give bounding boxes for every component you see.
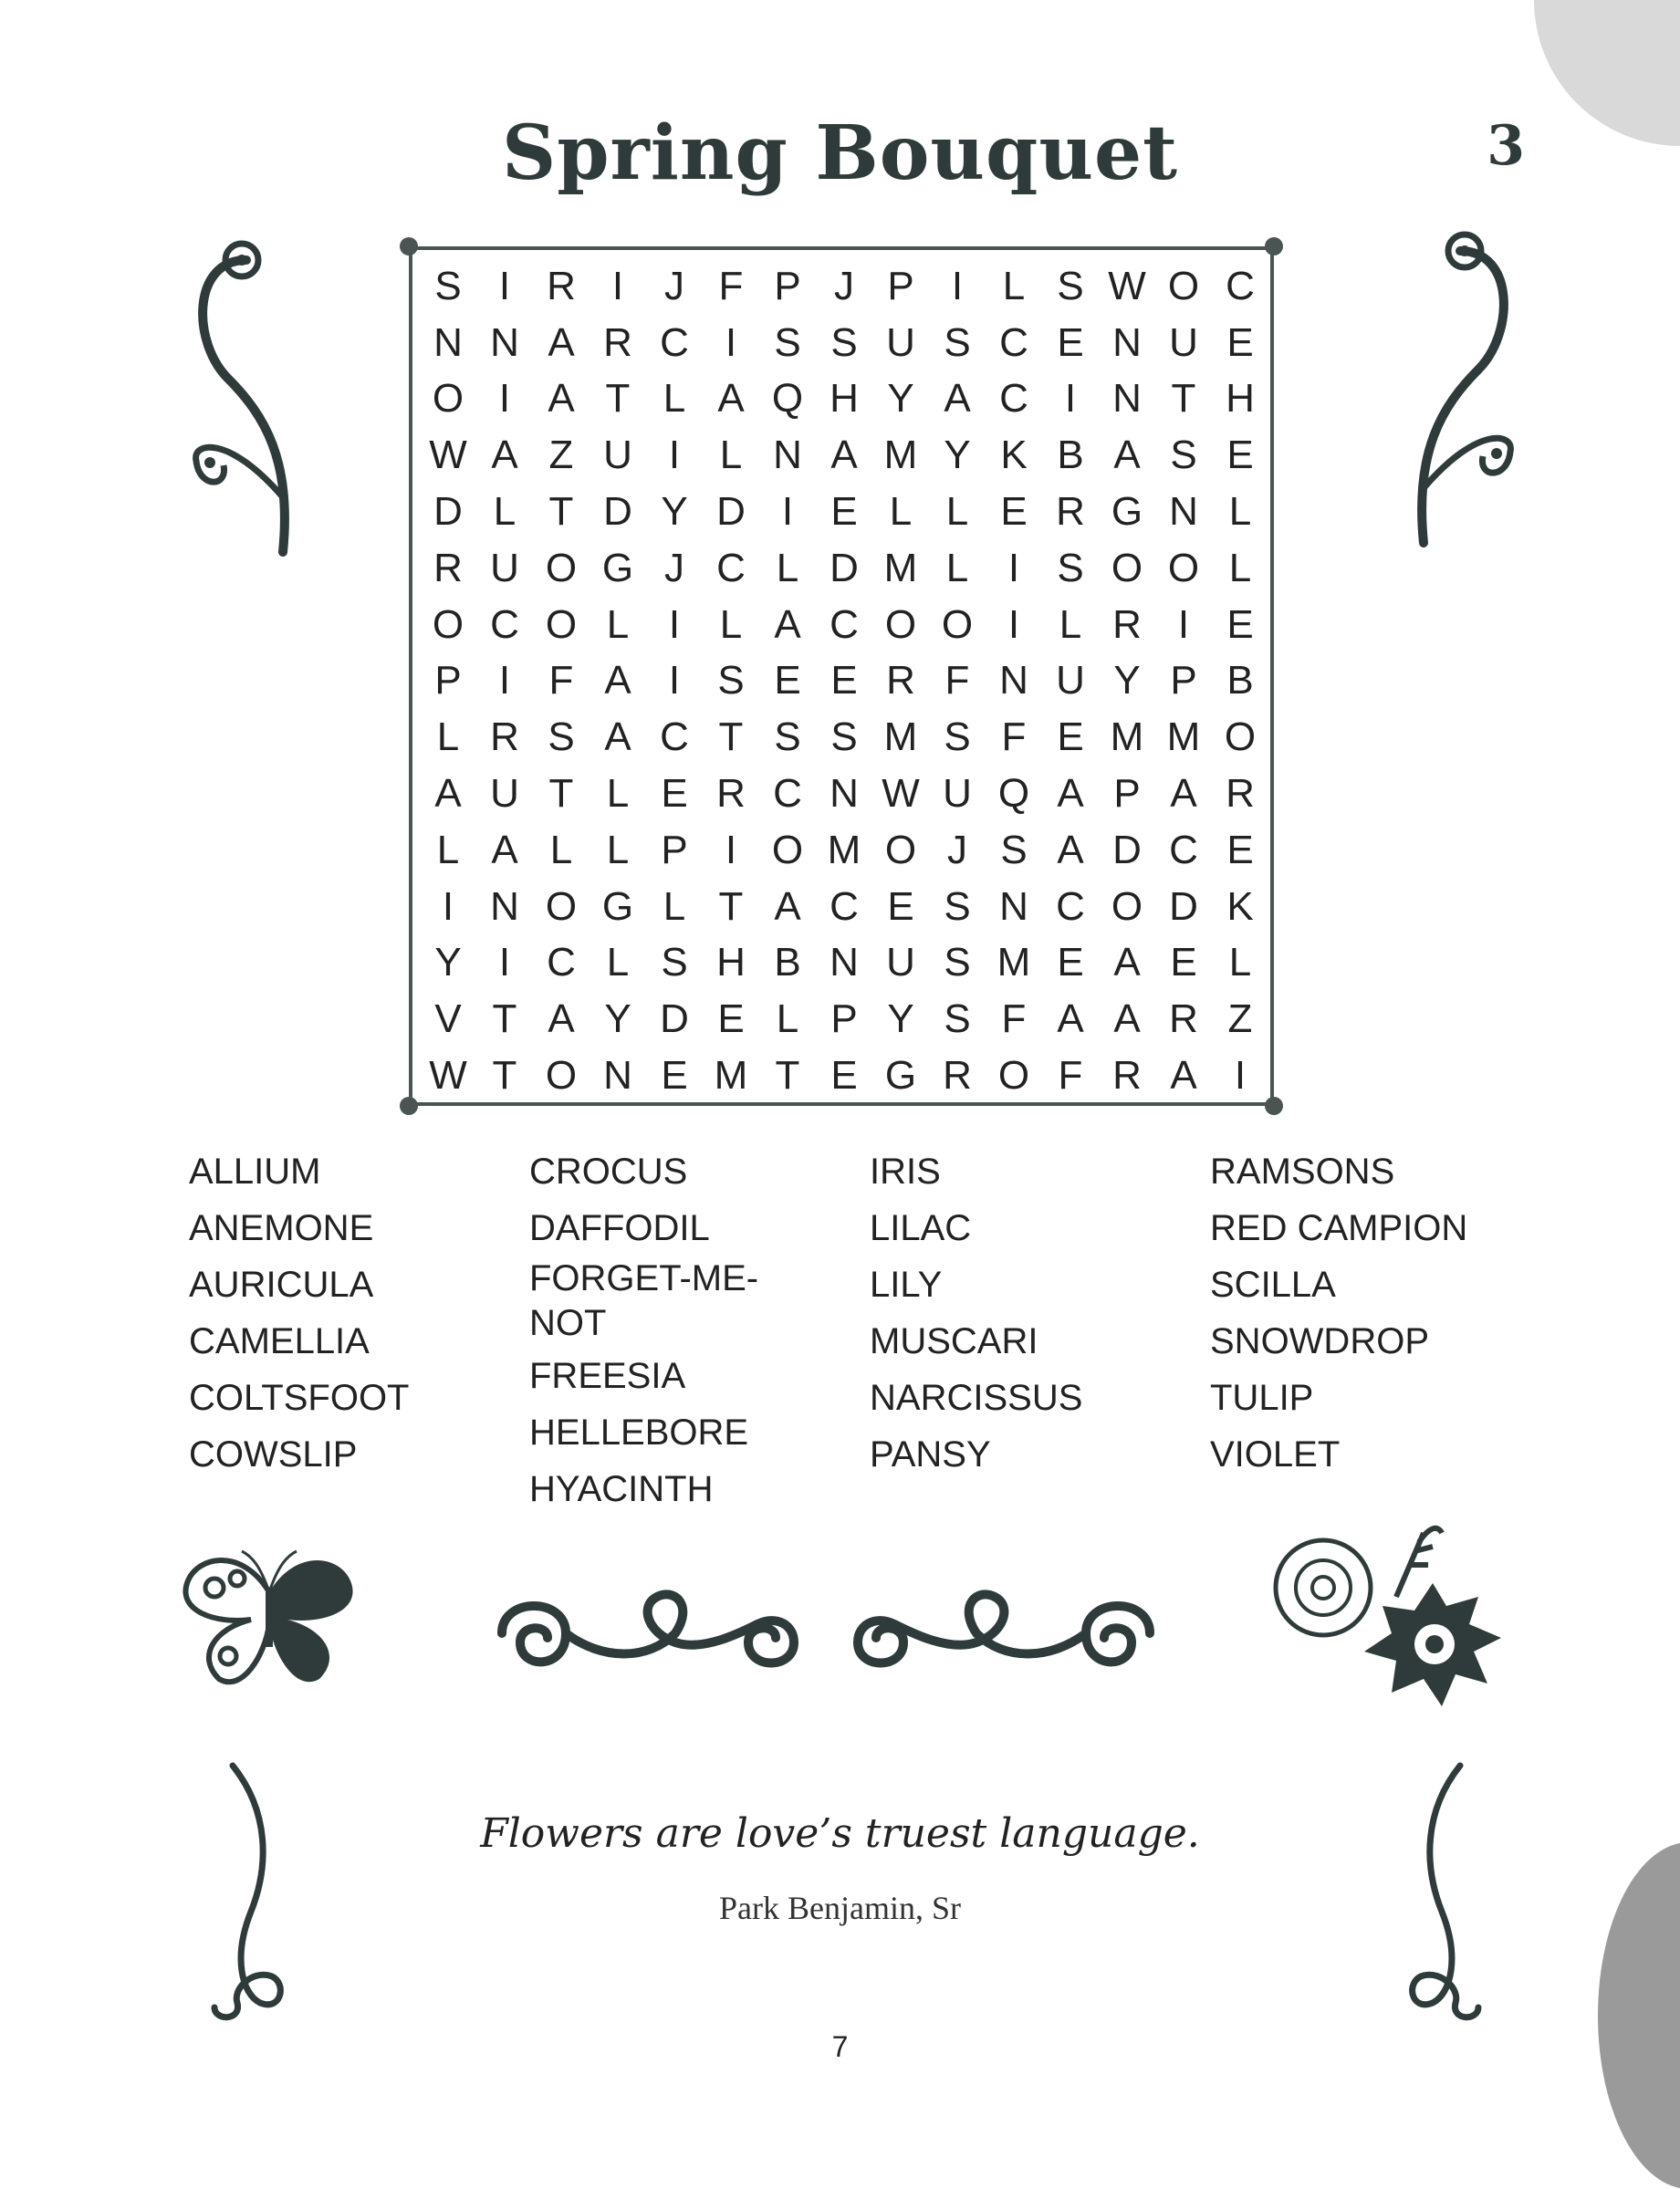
grid-letter: C <box>773 771 802 817</box>
grid-letter: W <box>882 771 920 817</box>
grid-letter: P <box>1113 771 1141 817</box>
grid-letter: Y <box>887 996 914 1042</box>
word-search-grid <box>420 258 1268 1098</box>
grid-letter: O <box>1111 545 1143 590</box>
grid-letter: S <box>434 263 462 308</box>
grid-letter: M <box>883 545 918 590</box>
grid-letter: T <box>605 376 631 422</box>
grid-letter: G <box>601 545 634 590</box>
grid-letter: R <box>490 714 519 760</box>
word-list-item: ANEMONE <box>189 1208 374 1248</box>
word-list-item: DAFFODIL <box>529 1208 710 1248</box>
grid-letter: R <box>1169 996 1198 1042</box>
grid-letter: M <box>1110 714 1144 760</box>
frame-corner-dot <box>1265 237 1283 255</box>
grid-letter: B <box>1057 433 1084 478</box>
grid-letter: J <box>834 263 854 308</box>
grid-letter: M <box>997 940 1031 985</box>
grid-letter: R <box>603 319 632 365</box>
grid-letter: A <box>944 376 971 422</box>
word-list-column <box>189 1143 529 1517</box>
grid-letter: O <box>545 883 578 929</box>
grid-letter: C <box>490 601 519 647</box>
grid-letter: C <box>1056 883 1085 929</box>
grid-letter: C <box>1169 827 1198 872</box>
grid-letter: L <box>606 940 630 985</box>
grid-letter: D <box>603 489 632 535</box>
grid-letter: I <box>725 319 737 365</box>
grid-letter: N <box>1169 489 1198 535</box>
grid-letter: A <box>1113 433 1141 478</box>
grid-letter: L <box>606 827 630 872</box>
grid-letter: J <box>664 263 684 308</box>
grid-letter: E <box>1170 940 1197 985</box>
grid-letter: C <box>830 601 859 647</box>
grid-letter: T <box>775 1053 800 1099</box>
grid-letter: I <box>725 827 737 872</box>
scroll-ornament <box>465 1569 1186 1688</box>
grid-letter: I <box>1007 601 1020 647</box>
grid-letter: A <box>1113 940 1141 985</box>
grid-letter: F <box>718 263 744 308</box>
grid-letter: M <box>1166 714 1201 760</box>
grid-letter: O <box>884 827 917 872</box>
grid-letter: I <box>498 658 511 704</box>
word-list-item: FREESIA <box>529 1356 686 1396</box>
grid-letter: W <box>429 1053 467 1099</box>
grid-letter: I <box>951 263 964 308</box>
grid-letter: L <box>1228 489 1252 535</box>
grid-letter: E <box>830 489 858 535</box>
grid-letter: R <box>433 545 463 590</box>
grid-letter: Y <box>1113 658 1141 704</box>
word-list-column <box>529 1143 870 1517</box>
grid-letter: Y <box>434 940 462 985</box>
flowers-icon <box>1268 1496 1515 1715</box>
grid-letter: L <box>606 601 630 647</box>
grid-letter: U <box>490 771 519 817</box>
grid-letter: A <box>604 714 631 760</box>
grid-letter: A <box>548 376 575 422</box>
grid-letter: N <box>999 658 1028 704</box>
grid-letter: I <box>781 489 794 535</box>
grid-letter: N <box>1112 319 1142 365</box>
grid-letter: C <box>716 545 746 590</box>
grid-letter: E <box>830 1053 858 1099</box>
grid-letter: S <box>944 319 971 365</box>
grid-letter: S <box>774 319 801 365</box>
frame-corner-dot <box>400 237 418 255</box>
grid-letter: P <box>661 827 688 872</box>
grid-letter: S <box>830 714 858 760</box>
word-list-item: COLTSFOOT <box>189 1378 410 1418</box>
grid-letter: C <box>1226 263 1255 308</box>
grid-letter: E <box>830 658 858 704</box>
grid-letter: C <box>830 883 859 929</box>
grid-letter: L <box>549 827 573 872</box>
page-title: Spring Bouquet <box>501 109 1179 197</box>
grid-letter: O <box>545 1053 578 1099</box>
grid-letter: I <box>498 940 511 985</box>
grid-letter: S <box>717 658 745 704</box>
grid-letter: E <box>1000 489 1028 535</box>
grid-letter: M <box>883 714 918 760</box>
grid-letter: S <box>1057 263 1084 308</box>
grid-letter: T <box>548 771 574 817</box>
grid-letter: F <box>1058 1053 1083 1099</box>
grid-letter: L <box>436 714 460 760</box>
grid-letter: L <box>945 489 969 535</box>
grid-letter: O <box>1111 883 1143 929</box>
grid-letter: R <box>1112 1053 1142 1099</box>
grid-letter: A <box>1113 996 1141 1042</box>
grid-letter: H <box>830 376 859 422</box>
grid-letter: N <box>1112 376 1142 422</box>
grid-letter: T <box>492 996 517 1042</box>
word-list-item: PANSY <box>870 1434 991 1475</box>
grid-letter: A <box>548 319 575 365</box>
grid-letter: C <box>660 319 689 365</box>
swirl-ornament-top-left <box>173 224 310 570</box>
quote: Flowers are love’s truest language. <box>480 1810 1200 1857</box>
grid-letter: C <box>999 319 1028 365</box>
grid-letter: N <box>830 940 859 985</box>
grid-letter: B <box>1226 658 1254 704</box>
word-list-item: SCILLA <box>1210 1265 1336 1305</box>
grid-letter: D <box>1112 827 1142 872</box>
grid-letter: S <box>774 714 801 760</box>
grid-letter: S <box>944 714 971 760</box>
grid-letter: F <box>1001 714 1027 760</box>
grid-letter: A <box>774 883 801 929</box>
grid-letter: N <box>773 433 802 478</box>
grid-letter: A <box>830 433 858 478</box>
grid-letter: A <box>1057 827 1084 872</box>
grid-letter: U <box>1169 319 1198 365</box>
grid-letter: L <box>606 771 630 817</box>
grid-letter: L <box>493 489 517 535</box>
word-list-item: AURICULA <box>189 1265 374 1305</box>
grid-letter: D <box>716 489 746 535</box>
word-list <box>189 1143 1558 1517</box>
grid-letter: L <box>1228 940 1252 985</box>
grid-letter: I <box>611 263 624 308</box>
word-list-item: MUSCARI <box>870 1321 1038 1361</box>
grid-letter: N <box>433 319 463 365</box>
word-list-item: COWSLIP <box>189 1434 358 1475</box>
grid-letter: N <box>490 883 519 929</box>
grid-letter: O <box>1167 545 1200 590</box>
grid-letter: Y <box>944 433 971 478</box>
grid-letter: L <box>663 376 686 422</box>
grid-letter: E <box>1057 319 1084 365</box>
grid-letter: W <box>429 433 467 478</box>
word-list-item: CROCUS <box>529 1152 688 1192</box>
grid-letter: L <box>945 545 969 590</box>
grid-letter: A <box>491 433 518 478</box>
grid-letter: T <box>718 883 744 929</box>
grid-letter: K <box>1226 883 1254 929</box>
grid-letter: Y <box>887 376 914 422</box>
grid-letter: K <box>1000 433 1028 478</box>
grid-letter: F <box>944 658 970 704</box>
grid-letter: W <box>1108 263 1146 308</box>
grid-letter: A <box>774 601 801 647</box>
word-list-column <box>1210 1143 1550 1517</box>
swirl-ornament-top-right <box>1396 214 1533 561</box>
grid-letter: O <box>884 601 917 647</box>
grid-letter: U <box>1056 658 1085 704</box>
grid-letter: J <box>947 827 967 872</box>
grid-letter: A <box>1057 996 1084 1042</box>
grid-letter: Y <box>604 996 631 1042</box>
grid-letter: N <box>603 1053 632 1099</box>
grid-letter: O <box>545 601 578 647</box>
grid-letter: O <box>997 1053 1030 1099</box>
word-list-item: LILY <box>870 1265 943 1305</box>
grid-letter: S <box>944 996 971 1042</box>
grid-letter: V <box>434 996 462 1042</box>
grid-letter: E <box>1057 714 1084 760</box>
grid-letter: R <box>1056 489 1085 535</box>
grid-letter: L <box>776 545 799 590</box>
grid-letter: U <box>886 319 915 365</box>
grid-letter: U <box>603 433 632 478</box>
grid-letter: L <box>1002 263 1026 308</box>
grid-letter: O <box>771 827 804 872</box>
grid-letter: A <box>1170 1053 1197 1099</box>
grid-letter: N <box>830 771 859 817</box>
grid-letter: E <box>1057 940 1084 985</box>
grid-letter: E <box>1226 601 1254 647</box>
grid-letter: S <box>944 940 971 985</box>
grid-letter: I <box>1064 376 1077 422</box>
grid-letter: I <box>668 601 681 647</box>
grid-letter: P <box>774 263 801 308</box>
word-list-item: RED CAMPION <box>1210 1208 1468 1248</box>
grid-letter: J <box>664 545 684 590</box>
grid-letter: I <box>1234 1053 1247 1099</box>
grid-letter: E <box>1226 319 1254 365</box>
word-list-item: NARCISSUS <box>870 1378 1083 1418</box>
grid-letter: Y <box>661 489 688 535</box>
grid-letter: C <box>660 714 689 760</box>
word-list-item: HELLEBORE <box>529 1412 749 1453</box>
butterfly-icon <box>178 1538 360 1693</box>
grid-letter: B <box>774 940 801 985</box>
grid-letter: T <box>548 489 574 535</box>
grid-letter: I <box>668 433 681 478</box>
grid-letter: P <box>830 996 858 1042</box>
grid-letter: H <box>1226 376 1255 422</box>
grid-letter: S <box>944 883 971 929</box>
grid-letter: S <box>830 319 858 365</box>
grid-letter: O <box>432 601 464 647</box>
grid-letter: G <box>601 883 634 929</box>
grid-letter: L <box>1059 601 1082 647</box>
grid-letter: P <box>887 263 914 308</box>
grid-letter: L <box>776 996 799 1042</box>
grid-letter: U <box>490 545 519 590</box>
word-list-item: VIOLET <box>1210 1434 1341 1475</box>
grid-letter: M <box>827 827 861 872</box>
grid-letter: P <box>1170 658 1197 704</box>
grid-letter: U <box>943 771 972 817</box>
grid-letter: D <box>1169 883 1198 929</box>
grid-letter: O <box>941 601 974 647</box>
grid-letter: O <box>432 376 464 422</box>
grid-letter: S <box>661 940 688 985</box>
grid-letter: A <box>434 771 462 817</box>
quote-attribution: Park Benjamin, Sr <box>719 1890 961 1926</box>
grid-letter: S <box>1000 827 1028 872</box>
grid-letter: L <box>889 489 913 535</box>
grid-letter: R <box>716 771 746 817</box>
grid-letter: O <box>1167 263 1200 308</box>
grid-letter: A <box>604 658 631 704</box>
word-list-item: HYACINTH <box>529 1469 714 1509</box>
grid-letter: A <box>548 996 575 1042</box>
grid-letter: D <box>660 996 689 1042</box>
grid-letter: I <box>498 376 511 422</box>
grid-letter: I <box>442 883 454 929</box>
grid-letter: R <box>547 263 576 308</box>
frame-corner-dot <box>400 1097 418 1115</box>
grid-letter: H <box>716 940 746 985</box>
grid-letter: E <box>661 1053 688 1099</box>
grid-letter: S <box>1057 545 1084 590</box>
grid-letter: P <box>434 658 462 704</box>
grid-letter: N <box>490 319 519 365</box>
grid-letter: L <box>436 827 460 872</box>
grid-letter: I <box>1007 545 1020 590</box>
grid-letter: G <box>884 1053 917 1099</box>
grid-letter: N <box>999 883 1028 929</box>
grid-letter: E <box>774 658 801 704</box>
grid-letter: Z <box>1227 996 1253 1042</box>
grid-letter: R <box>1226 771 1255 817</box>
word-list-item: FORGET-ME- NOT <box>529 1258 759 1343</box>
grid-letter: C <box>547 940 576 985</box>
grid-letter: O <box>1224 714 1257 760</box>
page-number: 7 <box>831 2030 849 2063</box>
word-list-item: CAMELLIA <box>189 1321 370 1361</box>
grid-letter: Q <box>997 771 1030 817</box>
grid-letter: M <box>714 1053 748 1099</box>
grid-letter: E <box>661 771 688 817</box>
grid-letter: E <box>1226 827 1254 872</box>
grid-letter: L <box>719 433 743 478</box>
grid-letter: Q <box>771 376 804 422</box>
word-list-item: IRIS <box>870 1152 941 1192</box>
grid-letter: L <box>663 883 686 929</box>
grid-letter: U <box>886 940 915 985</box>
grid-letter: T <box>718 714 744 760</box>
grid-letter: E <box>1226 433 1254 478</box>
grid-letter: R <box>886 658 915 704</box>
grid-letter: E <box>887 883 914 929</box>
word-list-item: LILAC <box>870 1208 972 1248</box>
grid-letter: F <box>1001 996 1027 1042</box>
grid-letter: T <box>492 1053 517 1099</box>
puzzle-number: 3 <box>1487 114 1525 178</box>
grid-letter: L <box>719 601 743 647</box>
grid-letter: A <box>717 376 745 422</box>
grid-letter: G <box>1111 489 1143 535</box>
word-list-item: RAMSONS <box>1210 1152 1395 1192</box>
grid-letter: I <box>498 263 511 308</box>
grid-letter: L <box>1228 545 1252 590</box>
word-list-item: SNOWDROP <box>1210 1321 1429 1361</box>
grid-letter: Z <box>548 433 574 478</box>
grid-letter: O <box>545 545 578 590</box>
grid-letter: D <box>830 545 859 590</box>
grid-letter: A <box>491 827 518 872</box>
grid-letter: R <box>1112 601 1142 647</box>
grid-letter: S <box>548 714 575 760</box>
grid-letter: E <box>717 996 745 1042</box>
word-list-item: TULIP <box>1210 1378 1314 1418</box>
grid-letter: D <box>433 489 463 535</box>
grid-letter: S <box>1170 433 1197 478</box>
word-list-item: ALLIUM <box>189 1152 321 1192</box>
grid-letter: C <box>999 376 1028 422</box>
grid-letter: R <box>943 1053 972 1099</box>
grid-letter: T <box>1171 376 1196 422</box>
grid-letter: A <box>1057 771 1084 817</box>
grid-letter: F <box>548 658 574 704</box>
grid-letter: I <box>668 658 681 704</box>
word-list-column <box>870 1143 1210 1517</box>
grid-letter: I <box>1177 601 1190 647</box>
grid-letter: A <box>1170 771 1197 817</box>
grid-letter: M <box>883 433 918 478</box>
